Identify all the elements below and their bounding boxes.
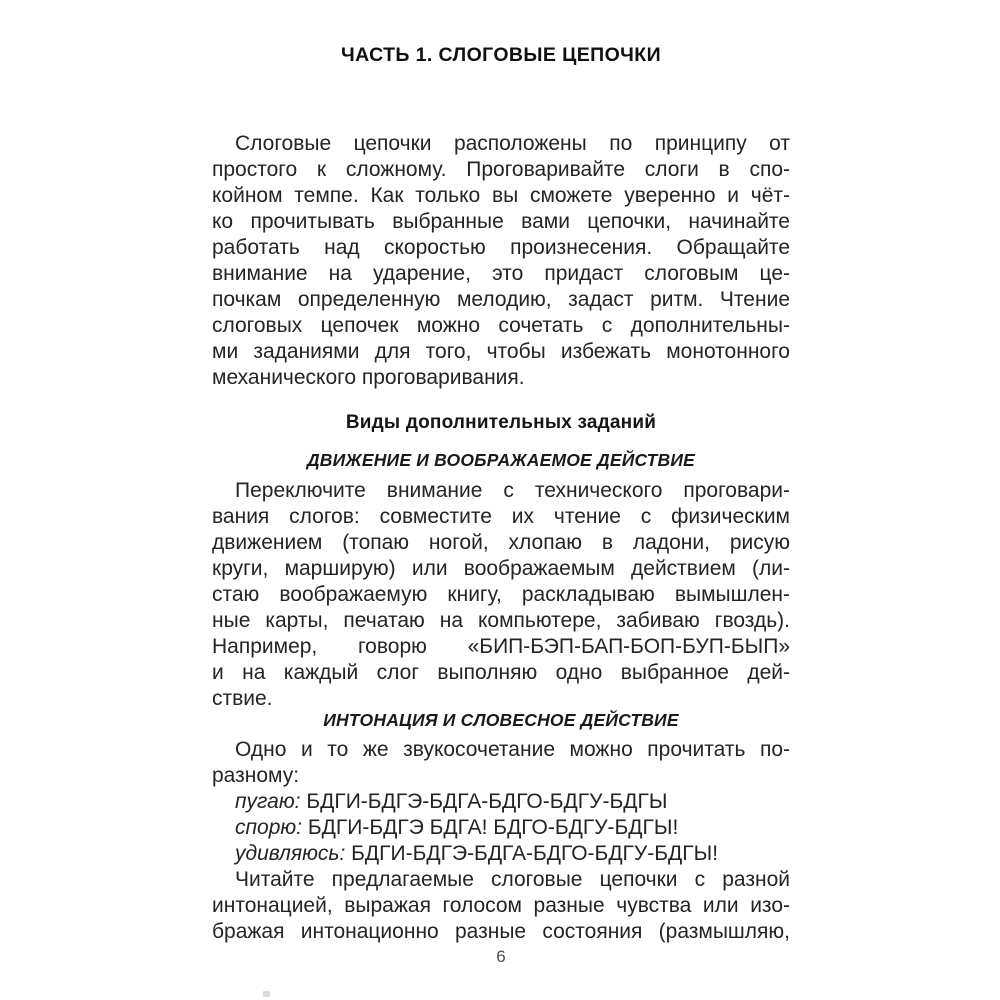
reading-paragraph	[212, 867, 790, 945]
chapter-title: ЧАСТЬ 1. СЛОГОВЫЕ ЦЕПОЧКИ	[341, 44, 661, 66]
text-line: почкам определенную мелодию, задаст ритм. Чтение	[212, 288, 790, 311]
text-line: механического проговаривания.	[212, 366, 525, 389]
intro-paragraph	[212, 131, 790, 391]
text-line: койном темпе. Как только вы сможете уверенно и чёт-	[212, 184, 790, 207]
text-line: Одно и то же звукосочетание можно прочитать по-	[235, 738, 790, 761]
subheading-movement: ДВИЖЕНИЕ И ВООБРАЖАЕМОЕ ДЕЙСТВИЕ	[306, 450, 696, 470]
text-line: круги, марширую) или воображаемым действием (ли-	[212, 557, 790, 580]
text-line: внимание на ударение, это придаст слоговым це-	[212, 262, 790, 285]
text-line: спорю: БДГИ-БДГЭ БДГА! БДГО-БДГУ-БДГЫ!	[235, 816, 679, 839]
text-line: ствие.	[212, 687, 273, 710]
page-number: 6	[496, 947, 506, 966]
text-line: простого к сложному. Проговаривайте слоги в спо-	[212, 158, 790, 181]
movement-paragraph	[212, 478, 790, 712]
text-line: ми заданиями для того, чтобы избежать монотонного	[212, 340, 790, 363]
text-line: Переключите внимание с технического проговари-	[235, 479, 790, 502]
text-line: Например, говорю «БИП-БЭП-БАП-БОП-БУП-БЫП»	[212, 635, 790, 658]
text-column	[212, 0, 790, 1000]
subheading-task-types: Виды дополнительных заданий	[345, 412, 657, 433]
cutoff-text-artifact	[263, 991, 270, 997]
text-line: удивляюсь: БДГИ-БДГЭ-БДГА-БДГО-БДГУ-БДГЫ!	[235, 842, 719, 865]
text-line: пугаю: БДГИ-БДГЭ-БДГА-БДГО-БДГУ-БДГЫ	[235, 790, 668, 813]
text-line: бражая интонационно разные состояния (размышляю,	[212, 920, 790, 943]
text-line: ко прочитывать выбранные вами цепочки, начинайте	[212, 210, 790, 233]
text-line: интонацией, выражая голосом разные чувства или изо-	[212, 894, 790, 917]
text-line: ные карты, печатаю на компьютере, забиваю гвоздь).	[212, 609, 790, 632]
text-line: вания слогов: совместите их чтение с физическим	[212, 505, 790, 528]
text-line: Слоговые цепочки расположены по принципу от	[235, 132, 790, 155]
text-line: слоговых цепочек можно сочетать с дополнительны-	[212, 314, 790, 337]
intonation-paragraph	[212, 737, 790, 867]
text-line: разному:	[212, 764, 300, 787]
text-line: движением (топаю ногой, хлопаю в ладони, рисую	[212, 531, 790, 554]
text-line: работать над скоростью произнесения. Обращайте	[212, 236, 790, 259]
subheading-intonation: ИНТОНАЦИЯ И СЛОВЕСНОЕ ДЕЙСТВИЕ	[323, 710, 679, 730]
text-line: и на каждый слог выполняю одно выбранное дей-	[212, 661, 790, 684]
text-line: Читайте предлагаемые слоговые цепочки с разной	[235, 868, 790, 891]
text-line: стаю воображаемую книгу, раскладываю вымышлен-	[212, 583, 790, 606]
